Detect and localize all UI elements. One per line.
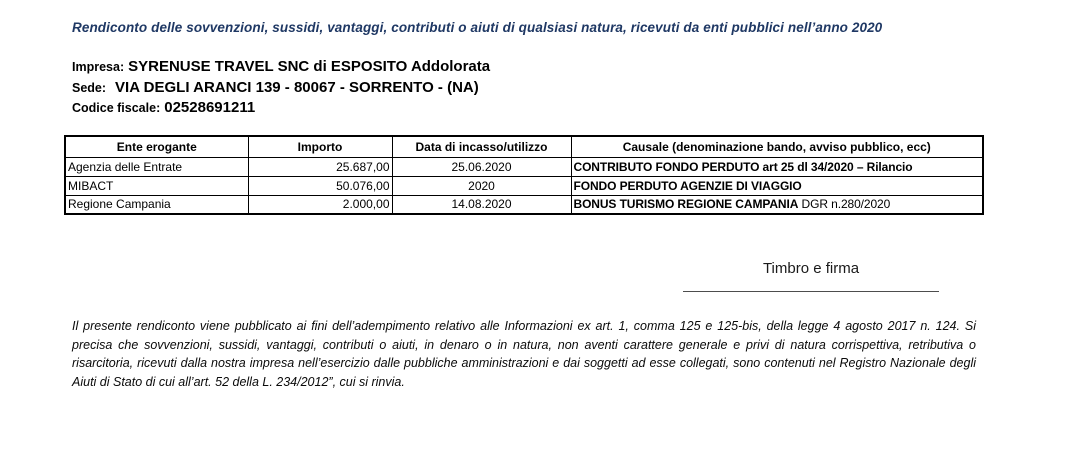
importo-cell: 25.687,00 (248, 157, 392, 176)
signature-block (683, 260, 939, 292)
table-header-row (65, 136, 983, 157)
ente-cell: Agenzia delle Entrate (65, 157, 248, 176)
data-cell: 14.08.2020 (392, 195, 571, 214)
impresa-label: Impresa: (72, 60, 125, 74)
impresa-value: SYRENUSE TRAVEL SNC di ESPOSITO Addolorata (128, 58, 491, 75)
document-title: Rendiconto delle sovvenzioni, sussidi, vantaggi, contributi o aiuti di qualsiasi natura, ricevuti da enti pubblici nell’anno 2020 (72, 20, 883, 35)
causale-main-text: BONUS TURISMO REGIONE CAMPANIA (573, 197, 799, 212)
header-ente-erogante: Ente erogante (65, 136, 248, 157)
ente-cell: MIBACT (65, 176, 248, 195)
header-data-incasso: Data di incasso/utilizzo (392, 136, 571, 157)
company-sede-line (72, 78, 490, 99)
sede-label: Sede: (72, 80, 107, 95)
data-cell: 2020 (392, 176, 571, 195)
company-info (72, 57, 490, 119)
table-row (65, 195, 983, 214)
causale-secondary-text: DGR n.280/2020 (801, 197, 891, 212)
grants-table (64, 135, 984, 215)
causale-cell (571, 195, 983, 214)
causale-cell (571, 157, 983, 176)
company-codice-fiscale-line (72, 98, 490, 119)
company-impresa-line (72, 57, 490, 78)
signature-line (683, 291, 939, 292)
table-row (65, 157, 983, 176)
codice-fiscale-value: 02528691211 (164, 99, 256, 116)
signature-label: Timbro e firma (762, 260, 860, 277)
sede-value: VIA DEGLI ARANCI 139 - 80067 - SORRENTO - (NA) (115, 78, 479, 96)
codice-fiscale-label: Codice fiscale: (72, 101, 161, 115)
data-cell: 25.06.2020 (392, 157, 571, 176)
header-causale: Causale (denominazione bando, avviso pubblico, ecc) (571, 136, 983, 157)
causale-main-text: FONDO PERDUTO AGENZIE DI VIAGGIO (573, 178, 802, 193)
table-row (65, 176, 983, 195)
ente-cell: Regione Campania (65, 195, 248, 214)
causale-cell (571, 176, 983, 195)
header-importo: Importo (248, 136, 392, 157)
causale-main-text: CONTRIBUTO FONDO PERDUTO art 25 dl 34/2020 – Rilancio (573, 159, 913, 174)
importo-cell: 2.000,00 (248, 195, 392, 214)
legal-disclaimer: Il presente rendiconto viene pubblicato ai fini dell’adempimento relativo alle Informazioni ex art. 1, comma 125 e 125-bis, della legge 4 agosto 2017 n. 124. Si precisa che sovvenzioni, sussidi, vantaggi, contributi o aiuti, in denaro o in natura, non aventi carattere generale e privi di natura corrispettiva, retributiva o risarcitoria, ricevuti dalla nostra impresa nell’esercizio dalle pubbliche amministrazioni e dai soggetti ad esse collegati, sono contenuti nel Registro Nazionale degli Aiuti di Stato di cui all’art. 52 della L. 234/2012”, cui si rinvia. (72, 319, 976, 389)
importo-cell: 50.076,00 (248, 176, 392, 195)
